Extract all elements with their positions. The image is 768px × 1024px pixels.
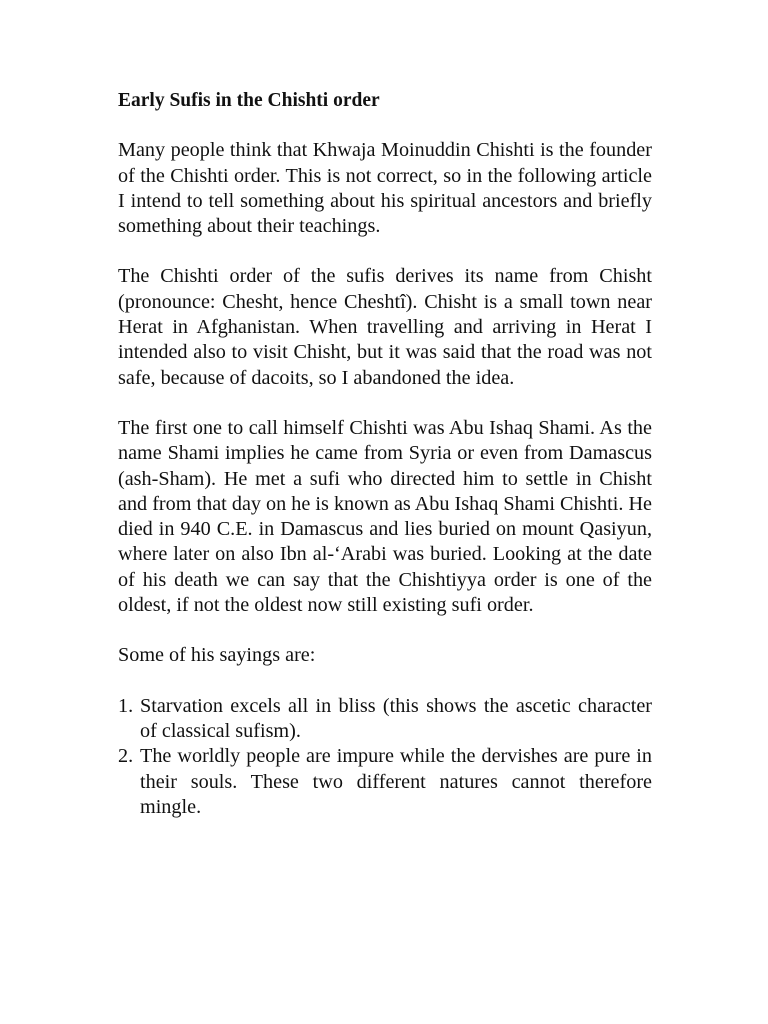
document-title: Early Sufis in the Chishti order — [118, 90, 380, 111]
paragraph-chisht-origin: The Chishti order of the sufis derives its name from Chisht (pronounce: Chesht, hence Cheshtî). Chisht is a small town near Herat in Afghanistan. When travelling and arriving in Herat I intended also to visit Chisht, but it was said that the road was not safe, because of dacoits, so I abandoned the idea. — [118, 265, 652, 389]
list-item-text: The worldly people are impure while the dervishes are pure in their souls. These two different natures cannot therefore mingle. — [140, 745, 652, 818]
paragraph-abu-ishaq: The first one to call himself Chishti was Abu Ishaq Shami. As the name Shami implies he came from Syria or even from Damascus (ash-Sham). He met a sufi who directed him to settle in Chisht and from that day on he is known as Abu Ishaq Shami Chishti. He died in 940 C.E. in Damascus and lies buried on mount Qasiyun, where later on also Ibn al-‘Arabi was buried. Looking at the date of his death we can say that the Chishtiyya order is one of the oldest, if not the oldest now still existing sufi order. — [118, 416, 652, 617]
sayings-list — [118, 694, 652, 820]
list-item — [118, 744, 652, 820]
list-item-number: 1. — [118, 694, 134, 717]
list-item-number: 2. — [118, 745, 134, 768]
document-page — [118, 88, 652, 820]
list-item — [118, 694, 652, 745]
list-item-text: Starvation excels all in bliss (this shows the ascetic character of classical sufism). — [140, 694, 652, 742]
paragraph-intro: Many people think that Khwaja Moinuddin Chishti is the founder of the Chishti order. This is not correct, so in the following article I intend to tell something about his spiritual ancestors and briefly something about their teachings. — [118, 139, 652, 238]
paragraph-sayings-intro: Some of his sayings are: — [118, 644, 316, 667]
